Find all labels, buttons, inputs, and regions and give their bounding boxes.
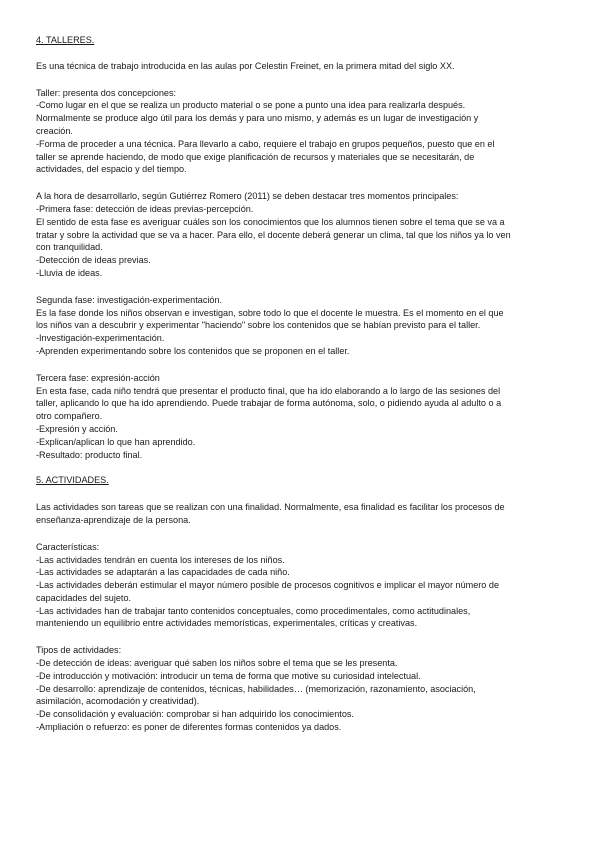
text-line: capacidades del sujeto. — [36, 592, 132, 603]
text-line: -Primera fase: detección de ideas previas-percepción. — [36, 203, 254, 214]
text-line: -De detección de ideas: averiguar qué saben los niños sobre el tema que se les presenta. — [36, 658, 398, 669]
text-line: enseñanza-aprendizaje de la persona. — [36, 514, 191, 525]
text-line: -Las actividades deberán estimular el mayor número posible de procesos cognitivos e implicar el mayor número de — [36, 580, 499, 591]
text-line: manteniendo un equilibrio entre actividades memorísticas, experimentales, críticas y creativas. — [36, 618, 418, 629]
text-line: -Lluvia de ideas. — [36, 267, 103, 278]
text-line: Segunda fase: investigación-experimentación. — [36, 294, 223, 305]
text-line: Las actividades son tareas que se realizan con una finalidad. Normalmente, esa finalidad es facilitar los procesos de — [36, 502, 505, 513]
spacer — [36, 176, 564, 190]
taller-definition-block — [36, 87, 564, 177]
spacer — [36, 461, 564, 474]
text-line: -De desarrollo: aprendizaje de contenidos, técnicas, habilidades… (memorización, razonamiento, asociación, — [36, 683, 476, 694]
section-heading-actividades: 5. ACTIVIDADES. — [36, 475, 109, 486]
text-line: En esta fase, cada niño tendrá que presentar el producto final, que ha ido elaborando a lo largo de las sesiones del — [36, 385, 501, 396]
text-line: -Ampliación o refuerzo: es poner de diferentes formas contenidos ya dados. — [36, 722, 342, 733]
text-line: -Las actividades tendrán en cuenta los intereses de los niños. — [36, 554, 285, 565]
text-line: -Aprenden experimentando sobre los contenidos que se proponen en el taller. — [36, 345, 350, 356]
text-line: tratar y sobre la actividad que se va a hacer. Para ello, el docente deberá generar un clima, tal que los niños ya lo ven — [36, 229, 511, 240]
text-line: El sentido de esta fase es averiguar cuáles son los conocimientos que los alumnos tienen sobre el tema que se va a — [36, 216, 505, 227]
text-line: Características: — [36, 541, 100, 552]
spacer — [36, 630, 564, 644]
text-line: taller se aprende haciendo, de modo que exige planificación de recursos y materiales que se necesitarán, de — [36, 151, 475, 162]
spacer — [36, 358, 564, 372]
spacer — [36, 280, 564, 294]
tercera-fase-block — [36, 372, 564, 462]
actividades-intro-block — [36, 501, 564, 527]
text-line: -De introducción y motivación: introducir un tema de forma que motive su curiosidad intelectual. — [36, 670, 421, 681]
spacer — [36, 487, 564, 501]
text-line: Taller: presenta dos concepciones: — [36, 87, 177, 98]
spacer — [36, 73, 564, 87]
text-line: asimilación, acomodación y creatividad). — [36, 696, 200, 707]
text-line: -Las actividades se adaptarán a las capacidades de cada niño. — [36, 567, 290, 578]
text-line: -Las actividades han de trabajar tanto contenidos conceptuales, como procedimentales, como actitudinales, — [36, 605, 471, 616]
text-line: Es la fase donde los niños observan e investigan, sobre todo lo que el docente le muestra. Es el momento en el que — [36, 307, 504, 318]
text-line: -Resultado: producto final. — [36, 449, 143, 460]
text-line: -Como lugar en el que se realiza un producto material o se pone a punto una idea para realizarla después. — [36, 100, 466, 111]
text-line: -Explican/aplican lo que han aprendido. — [36, 436, 196, 447]
momentos-block — [36, 190, 564, 280]
text-line: con tranquilidad. — [36, 242, 103, 253]
text-line: -De consolidación y evaluación: comprobar si han adquirido los conocimientos. — [36, 709, 354, 720]
text-line: actividades, del espacio y del tiempo. — [36, 164, 187, 175]
section-heading-talleres: 4. TALLERES. — [36, 35, 95, 45]
text-line: -Forma de proceder a una técnica. Para llevarlo a cabo, requiere el trabajo en grupos pequeños, puesto que en el — [36, 138, 495, 149]
segunda-fase-block — [36, 294, 564, 358]
caracteristicas-block — [36, 541, 564, 631]
tipos-actividades-block — [36, 644, 564, 734]
text-line: -Expresión y acción. — [36, 423, 118, 434]
text-line: otro compañero. — [36, 411, 103, 422]
text-line: -Detección de ideas previas. — [36, 255, 151, 266]
text-line: Tercera fase: expresión-acción — [36, 372, 160, 383]
text-line: creación. — [36, 125, 73, 136]
text-line: -Investigación-experimentación. — [36, 333, 165, 344]
text-line: Tipos de actividades: — [36, 645, 122, 656]
text-line: A la hora de desarrollarlo, según Gutiérrez Romero (2011) se deben destacar tres momentos principales: — [36, 191, 459, 202]
talleres-intro-paragraph: Es una técnica de trabajo introducida en las aulas por Celestin Freinet, en la primera mitad del siglo XX. — [36, 60, 455, 71]
spacer — [36, 527, 564, 541]
spacer — [36, 47, 564, 60]
text-line: Normalmente se produce algo útil para los demás y para uno mismo, y además es un lugar de investigación y — [36, 113, 479, 124]
text-line: taller, aplicando lo que ha ido aprendiendo. Puede trabajar de forma autónoma, solo, o pidiendo ayuda al adulto o a — [36, 398, 502, 409]
text-line: los niños van a descubrir y experimentar "haciendo" sobre los contenidos que se habían previsto para el taller. — [36, 320, 481, 331]
